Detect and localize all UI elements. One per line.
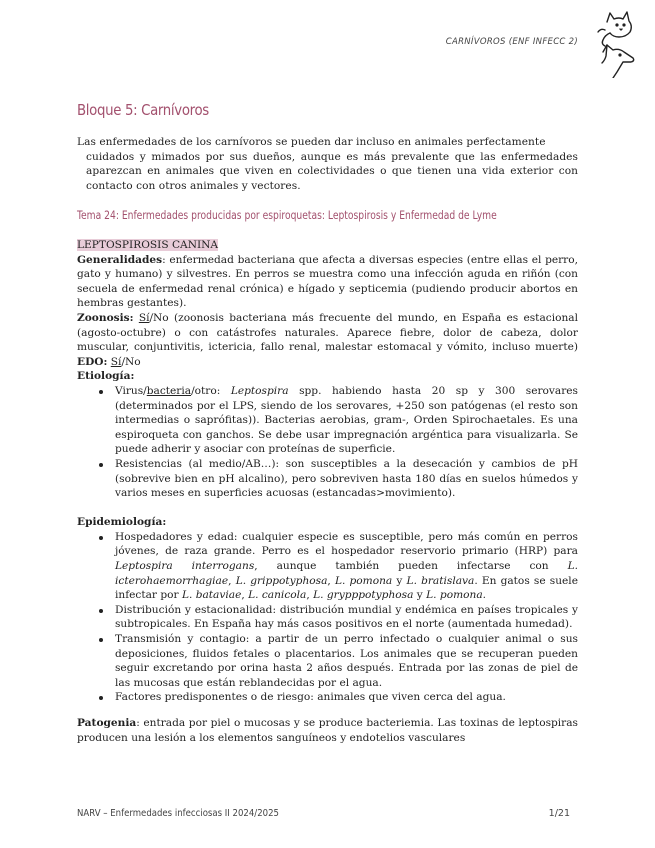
intro-paragraph: [77, 135, 578, 193]
tema-title: Tema 24: Enfermedades producidas por espiroquetas: Leptospirosis y Enfermedad de Lyme: [77, 209, 497, 222]
footer-course: NARV – Enfermedades infecciosas II 2024/2025: [77, 808, 279, 819]
etiologia-heading: Etiología:: [77, 370, 135, 383]
epidemiologia-heading: Epidemiología:: [77, 516, 167, 529]
etiologia-list: [77, 384, 578, 501]
list-item: Virus/bacteria/otro: Leptospira spp. habiendo hasta 20 sp y 300 serovares (determinados por el LPS, siendo de los serovares, +250 son patógenas (el resto son intermedias o saprófitas)). Bacterias aerobias, gram-, Orden Spirochaetales. Es una espiroqueta con ganchos. Se debe usar impregnación argéntica para visualizarla. Se puede adherir y asociar con proteínas de superficie.: [77, 384, 578, 457]
list-item: Factores predisponentes o de riesgo: animales que viven cerca del agua.: [77, 690, 578, 705]
list-item: Distribución y estacionalidad: distribución mundial y endémica en países tropicales y subtropicales. En España hay más casos positivos en el norte (aumentada humedad).: [77, 603, 578, 632]
patogenia-paragraph: Patogenia: entrada por piel o mucosas y se produce bacteriemia. Las toxinas de leptospiras producen una lesión a los elementos sanguíneos y endotelios vasculares: [77, 717, 578, 744]
generalidades-paragraph: Generalidades: enfermedad bacteriana que afecta a diversas especies (entre ellas el perro, gato y humano) y silvestres. En perros se muestra como una infección aguda en riñón (con secuela de enfermedad renal crónica) e hígado y septicemia (pudiendo producir abortos en hembras gestantes).: [77, 253, 578, 310]
zoonosis-paragraph: Zoonosis: Sí/No (zoonosis bacteriana más frecuente del mundo, en España es estacional (agosto-octubre) o con catástrofes naturales. Aparece fiebre, dolor de cabeza, dolor muscular, conjuntivitis, ictericia, fallo renal, malestar estomacal y vómito, incluso muerte) EDO: Sí/No: [77, 311, 578, 368]
cat-and-dog-icon: [593, 8, 637, 78]
intro-first-line: Las enfermedades de los carnívoros se pueden dar incluso en animales perfectamente: [77, 136, 546, 148]
list-item: Transmisión y contagio: a partir de un perro infectado o cualquier animal o sus deposiciones, fluidos fetales o placentarios. Los animales que se recuperan pueden seguir excretando por orina hasta 2 años después. Entrada por las zonas de piel de las mucosas que están reblandecidas por el agua.: [77, 632, 578, 690]
epidemiologia-list: [77, 530, 578, 705]
list-item: Resistencias (al medio/AB…): son susceptibles a la desecación y cambios de pH (sobrevive bien en pH alcalino), pero sobreviven hasta 180 días en suelos húmedos y varios meses en superficies acuosas (estancadas>movimiento).: [77, 457, 578, 501]
running-header: CARNÍVOROS (ENF INFECC 2): [445, 37, 578, 47]
intro-rest: cuidados y mimados por sus dueños, aunque es más prevalente que las enfermedades aparezcan en animales que viven en colectividades o que tienen una vida exterior con contacto con otros animales y vectores.: [86, 150, 578, 192]
section-title: LEPTOSPIROSIS CANINA: [77, 239, 219, 251]
bloque-title: Bloque 5: Carnívoros: [77, 101, 209, 119]
list-item: Hospedadores y edad: cualquier especie es susceptible, pero más común en perros jóvenes, de raza grande. Perro es el hospedador reservorio primario (HRP) para Leptospira interrogans, aunque también pueden infectarse con L. icterohaemorrhagiae, L. grippotyphosa, L. pomona y L. bratislava. En gatos se suele infectar por L. bataviae, L. canicola, L. grypppotyphosa y L. pomona.: [77, 530, 578, 603]
page-number: 1/21: [548, 808, 570, 819]
document-body: [77, 238, 578, 745]
